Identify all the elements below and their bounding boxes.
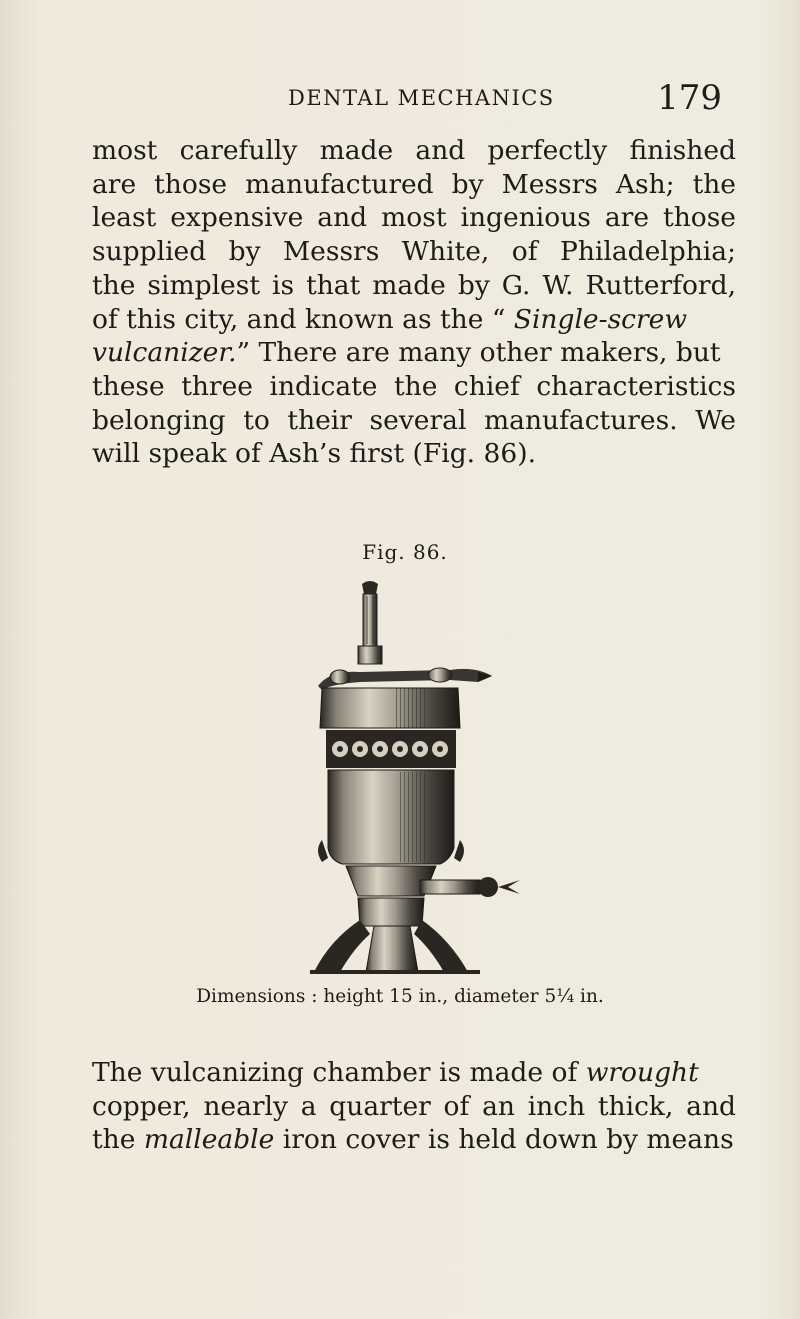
- text-line: least expensive and most ingenious are those: [92, 202, 736, 234]
- text-line: these three indicate the chief characteristics: [92, 370, 736, 402]
- vulcanizing-chamber: [318, 770, 464, 864]
- text-line: belonging to their several manufactures. We: [92, 404, 736, 436]
- text-segment: the: [92, 1124, 144, 1156]
- base-stand: [310, 898, 480, 974]
- text-segment: The vulcanizing chamber is made of: [92, 1057, 586, 1088]
- text-line: are those manufactured by Messrs Ash; the: [92, 168, 736, 200]
- italic-term: malleable: [143, 1124, 275, 1156]
- text-line: [92, 336, 736, 370]
- text-segment: ” There are many other makers, but: [236, 337, 721, 369]
- text-line: will speak of Ash’s first (Fig. 86).: [92, 438, 537, 470]
- figure-dimensions: Dimensions : height 15 in., diameter 5¼ in.: [196, 986, 604, 1007]
- italic-term: wrought: [585, 1057, 699, 1088]
- text-line: most carefully made and perfectly finished: [92, 135, 736, 166]
- paragraph-vulcanizing-chamber: [92, 1056, 736, 1157]
- text-line: [92, 303, 736, 337]
- running-head: [90, 78, 720, 122]
- italic-term: Single-screw: [513, 303, 688, 335]
- text-line: supplied by Messrs White, of Philadelphia;: [92, 236, 736, 268]
- base-neck: [346, 866, 520, 897]
- vulcanizer-illustration: [300, 580, 530, 980]
- text-line: copper, nearly a quarter of an inch thick, and: [92, 1090, 736, 1122]
- text-line: the simplest is that made by G. W. Rutterford,: [92, 269, 736, 301]
- cover: [320, 688, 460, 728]
- text-line: [92, 1056, 736, 1090]
- running-head-title: DENTAL MECHANICS: [288, 86, 555, 110]
- spindle: [358, 581, 382, 664]
- text-line: [92, 1123, 736, 1157]
- figure-caption: Fig. 86.: [362, 540, 448, 564]
- decorative-band: [326, 730, 456, 768]
- paragraph-ash-introduction: [92, 134, 736, 471]
- cross-bar: [318, 668, 492, 690]
- text-segment: iron cover is held down by means: [274, 1124, 734, 1156]
- page-number: 179: [657, 78, 722, 118]
- text-segment: of this city, and known as the “: [92, 303, 514, 335]
- italic-term: vulcanizer.: [92, 337, 237, 369]
